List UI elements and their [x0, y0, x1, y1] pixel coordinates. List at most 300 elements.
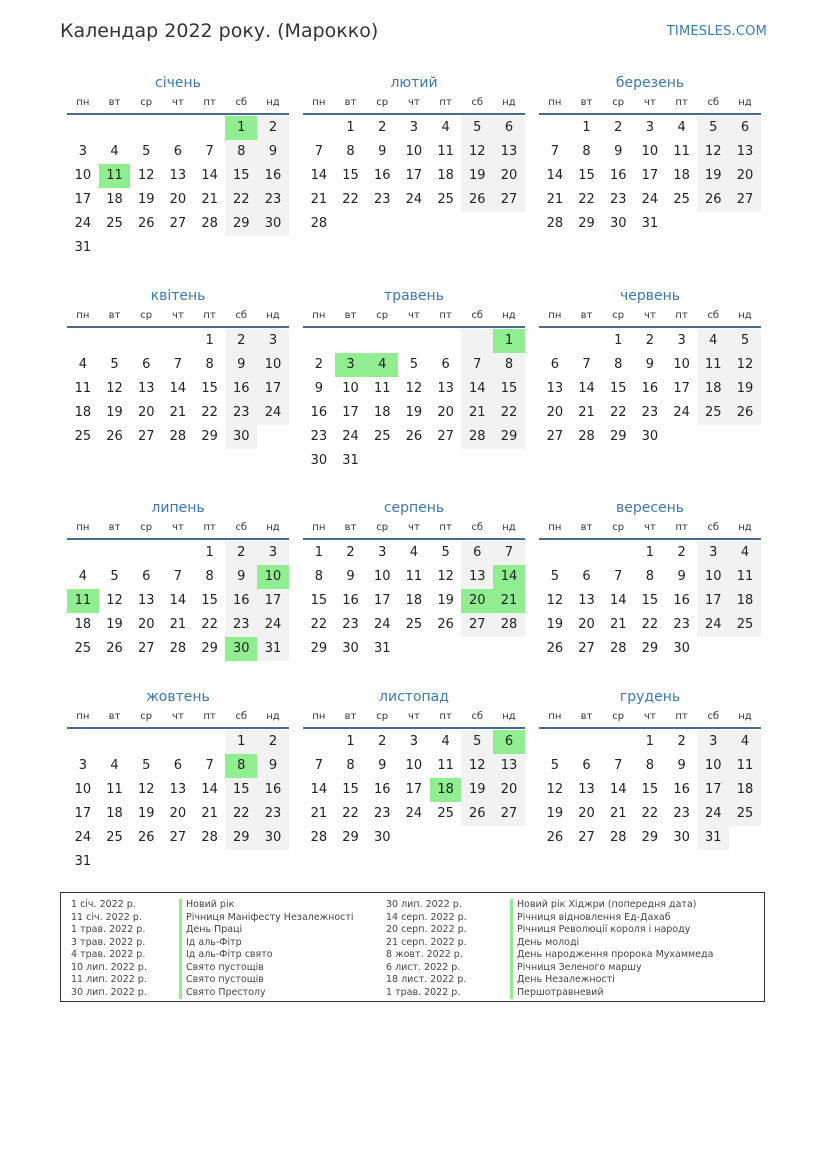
day-cell: 13: [493, 140, 525, 164]
day-cell: 18: [673, 168, 690, 183]
day-cell: 14: [169, 593, 187, 608]
day-cell: 6: [142, 357, 151, 372]
day-cell: 12: [437, 569, 454, 584]
day-cell: 25: [106, 830, 123, 845]
weekday-header: [303, 708, 525, 726]
day-cell: 4: [110, 758, 119, 773]
day-cell: 20: [437, 405, 454, 420]
legend-date: 1 трав. 2022 р.: [71, 924, 146, 935]
day-cell: 20: [546, 405, 564, 420]
day-cell: 29: [641, 641, 659, 656]
legend-holiday-name: День Незалежності: [510, 974, 713, 987]
weekday-label: пн: [76, 97, 90, 108]
day-cell: 13: [729, 140, 761, 164]
day-cell: 23: [257, 802, 289, 826]
empty-cell: [67, 541, 99, 565]
day-cell: 11: [697, 353, 729, 377]
legend-holiday-name: Свято пустощів: [179, 974, 354, 987]
day-cell: 12: [106, 593, 123, 608]
day-grid: [539, 730, 761, 850]
weekday-label: чт: [644, 310, 656, 321]
day-grid: [303, 541, 525, 661]
weekday-label: сб: [707, 522, 720, 533]
day-cell: 9: [225, 565, 257, 589]
month-name: червень: [619, 288, 681, 304]
legend-holiday-name: Ід аль-Фітр: [179, 937, 354, 950]
day-cell: 3: [409, 120, 419, 135]
day-grid: [303, 329, 525, 473]
day-cell: 11: [437, 144, 454, 159]
day-cell: 8: [346, 144, 355, 159]
day-cell: 13: [169, 782, 187, 797]
day-cell: 18: [106, 192, 123, 207]
day-cell: 6: [142, 569, 151, 584]
empty-cell: [130, 116, 162, 140]
weekday-label: пн: [312, 522, 326, 533]
day-cell: 7: [173, 357, 183, 372]
day-cell: 12: [461, 754, 493, 778]
day-cell: 26: [405, 429, 423, 444]
month-divider: [303, 538, 525, 540]
day-cell: 14: [609, 782, 627, 797]
day-cell: 9: [257, 754, 289, 778]
day-cell: 25: [697, 401, 729, 425]
day-cell: 22: [201, 617, 218, 632]
day-cell: 21: [169, 617, 187, 632]
legend-holiday-name: День народження пророка Мухаммеда: [510, 949, 713, 962]
day-cell: 25: [437, 806, 454, 821]
day-cell: 18: [437, 168, 454, 183]
legend-left-names: [179, 899, 354, 999]
day-cell: 7: [173, 569, 183, 584]
day-cell: 22: [609, 405, 627, 420]
day-cell: 21: [461, 401, 493, 425]
day-cell: 3: [697, 541, 729, 565]
day-cell: 20: [578, 617, 595, 632]
day-cell: 9: [645, 357, 655, 372]
weekday-header: [67, 307, 289, 325]
day-cell: 21: [201, 192, 218, 207]
day-cell: 5: [697, 116, 729, 140]
weekday-label: чт: [172, 310, 184, 321]
day-cell: 24: [257, 613, 289, 637]
day-cell: 17: [641, 168, 659, 183]
day-cell: 29: [609, 429, 627, 444]
day-grid: [67, 116, 289, 260]
weekday-label: нд: [266, 711, 280, 722]
day-cell: 3: [378, 545, 387, 560]
day-cell: 2: [378, 734, 387, 749]
empty-cell: [602, 541, 634, 565]
day-cell: 2: [614, 120, 623, 135]
day-cell: 28: [169, 429, 187, 444]
day-grid: [67, 329, 289, 449]
day-cell: 2: [257, 730, 289, 754]
day-cell: 8: [314, 569, 323, 584]
day-cell: 12: [546, 593, 564, 608]
day-cell: 16: [609, 168, 627, 183]
month-name: вересень: [615, 500, 685, 516]
site-link[interactable]: TIMESLES.COM: [666, 24, 767, 39]
day-cell: 30: [641, 429, 659, 444]
holiday-day: 11: [99, 164, 131, 188]
day-cell: 11: [106, 782, 123, 797]
day-cell: 23: [609, 192, 627, 207]
day-cell: 19: [137, 192, 155, 207]
day-cell: 25: [729, 613, 761, 637]
month-block: [303, 285, 525, 473]
day-cell: 9: [257, 140, 289, 164]
empty-cell: [461, 329, 493, 353]
day-cell: 7: [461, 353, 493, 377]
day-cell: 29: [225, 826, 257, 850]
day-cell: 2: [677, 545, 686, 560]
legend-date: 8 жовт. 2022 р.: [386, 949, 463, 960]
day-cell: 31: [74, 854, 92, 869]
day-cell: 29: [310, 641, 328, 656]
day-cell: 1: [645, 734, 655, 749]
weekday-label: сб: [235, 97, 248, 108]
day-cell: 7: [314, 758, 323, 773]
day-cell: 24: [697, 613, 729, 637]
weekday-label: нд: [738, 711, 752, 722]
day-cell: 20: [137, 617, 155, 632]
day-cell: 28: [310, 830, 328, 845]
month-name: травень: [384, 288, 444, 304]
holiday-day: 4: [366, 353, 398, 377]
day-cell: 13: [437, 381, 454, 396]
month-name: грудень: [619, 689, 681, 705]
empty-cell: [99, 730, 131, 754]
weekday-label: сб: [707, 310, 720, 321]
day-cell: 30: [257, 212, 289, 236]
legend-date: 1 трав. 2022 р.: [386, 986, 461, 998]
empty-cell: [398, 329, 430, 353]
empty-cell: [602, 730, 634, 754]
day-cell: 18: [729, 778, 761, 802]
day-cell: 9: [677, 569, 686, 584]
month-name: листопад: [379, 689, 449, 705]
day-cell: 17: [74, 192, 92, 207]
day-cell: 3: [78, 758, 87, 773]
day-cell: 22: [342, 192, 359, 207]
month-block: [67, 72, 289, 260]
day-cell: 18: [697, 377, 729, 401]
day-cell: 6: [173, 144, 183, 159]
day-cell: 10: [405, 758, 423, 773]
day-grid: [303, 116, 525, 236]
weekday-header: [539, 307, 761, 325]
day-cell: 1: [346, 734, 355, 749]
day-cell: 26: [137, 830, 155, 845]
weekday-label: ср: [376, 711, 389, 722]
day-cell: 21: [169, 405, 187, 420]
day-cell: 27: [137, 429, 155, 444]
day-cell: 8: [346, 758, 355, 773]
weekday-header: [67, 519, 289, 537]
weekday-label: пт: [203, 310, 216, 321]
day-cell: 30: [373, 830, 391, 845]
weekday-label: пн: [548, 310, 562, 321]
weekday-label: пн: [76, 310, 90, 321]
day-cell: 19: [461, 778, 493, 802]
weekday-label: чт: [408, 97, 420, 108]
day-cell: 9: [614, 144, 623, 159]
legend-right-names: [510, 899, 713, 999]
day-cell: 31: [257, 637, 289, 661]
day-cell: 28: [493, 613, 525, 637]
day-cell: 22: [225, 802, 257, 826]
day-cell: 17: [673, 381, 690, 396]
day-cell: 26: [137, 216, 155, 231]
day-cell: 20: [493, 164, 525, 188]
empty-cell: [162, 541, 194, 565]
holiday-day: 10: [257, 565, 289, 589]
day-cell: 10: [342, 381, 359, 396]
day-cell: 1: [645, 545, 655, 560]
day-cell: 29: [201, 641, 218, 656]
day-cell: 7: [205, 758, 214, 773]
day-grid: [67, 541, 289, 661]
holiday-day: 1: [493, 329, 525, 353]
weekday-label: пн: [548, 97, 562, 108]
weekday-label: сб: [707, 711, 720, 722]
month-divider: [303, 727, 525, 729]
day-cell: 11: [405, 569, 423, 584]
day-cell: 29: [578, 216, 595, 231]
day-cell: 17: [74, 806, 92, 821]
weekday-label: пт: [675, 310, 688, 321]
weekday-label: чт: [172, 522, 184, 533]
day-cell: 29: [201, 429, 218, 444]
legend-date: 11 лип. 2022 р.: [71, 974, 147, 985]
day-cell: 23: [373, 192, 391, 207]
day-cell: 22: [493, 401, 525, 425]
day-cell: 3: [677, 333, 686, 348]
empty-cell: [130, 329, 162, 353]
day-cell: 31: [373, 641, 391, 656]
day-cell: 16: [257, 778, 289, 802]
day-cell: 11: [729, 565, 761, 589]
day-cell: 19: [437, 593, 454, 608]
weekday-label: нд: [266, 522, 280, 533]
day-cell: 27: [493, 802, 525, 826]
holiday-day: 14: [493, 565, 525, 589]
day-cell: 6: [441, 357, 450, 372]
day-cell: 2: [257, 116, 289, 140]
day-cell: 7: [582, 357, 591, 372]
day-cell: 9: [314, 381, 323, 396]
month-block: [303, 497, 525, 661]
day-cell: 7: [314, 144, 323, 159]
day-cell: 27: [169, 216, 187, 231]
day-cell: 9: [225, 353, 257, 377]
day-cell: 7: [205, 144, 214, 159]
legend-date: 6 лист. 2022 р.: [386, 961, 461, 973]
empty-cell: [303, 329, 335, 353]
month-name: серпень: [383, 500, 445, 516]
empty-cell: [194, 730, 226, 754]
day-cell: 6: [493, 116, 525, 140]
weekday-label: пт: [439, 522, 452, 533]
weekday-label: вт: [108, 310, 121, 321]
day-cell: 12: [546, 782, 564, 797]
legend-date: 10 лип. 2022 р.: [71, 961, 147, 973]
day-cell: 6: [582, 758, 591, 773]
day-cell: 18: [106, 806, 123, 821]
month-name: лютий: [390, 75, 438, 91]
day-cell: 8: [614, 357, 623, 372]
weekday-label: пт: [439, 711, 452, 722]
holiday-day: 20: [461, 589, 493, 613]
day-cell: 27: [578, 641, 595, 656]
day-cell: 25: [106, 216, 123, 231]
weekday-label: вт: [344, 522, 357, 533]
legend-holiday-name: Річниця Революції короля і народу: [510, 924, 713, 937]
day-cell: 16: [257, 164, 289, 188]
day-cell: 4: [441, 120, 450, 135]
empty-cell: [162, 730, 194, 754]
empty-cell: [539, 541, 571, 565]
day-cell: 13: [169, 168, 187, 183]
day-cell: 5: [409, 357, 419, 372]
weekday-label: вт: [344, 310, 357, 321]
day-grid: [539, 116, 761, 236]
day-cell: 25: [373, 429, 391, 444]
weekday-label: ср: [140, 711, 153, 722]
day-cell: 10: [673, 357, 690, 372]
day-cell: 5: [142, 144, 151, 159]
day-cell: 14: [609, 593, 627, 608]
month-divider: [67, 727, 289, 729]
weekday-label: нд: [738, 97, 752, 108]
weekday-label: вт: [580, 310, 593, 321]
month-divider: [539, 113, 761, 115]
day-cell: 26: [106, 429, 123, 444]
day-cell: 1: [205, 333, 214, 348]
day-cell: 22: [641, 806, 659, 821]
day-cell: 15: [641, 782, 659, 797]
weekday-label: ср: [376, 522, 389, 533]
month-divider: [303, 326, 525, 328]
day-cell: 27: [461, 613, 493, 637]
empty-cell: [571, 541, 603, 565]
day-cell: 12: [137, 782, 155, 797]
empty-cell: [539, 329, 571, 353]
day-cell: 27: [546, 429, 564, 444]
day-cell: 28: [546, 216, 564, 231]
holiday-day: 8: [225, 754, 257, 778]
day-cell: 15: [201, 593, 218, 608]
day-cell: 16: [673, 593, 690, 608]
month-name: жовтень: [146, 689, 210, 705]
day-cell: 15: [342, 168, 359, 183]
day-cell: 19: [106, 405, 123, 420]
day-cell: 24: [405, 806, 423, 821]
day-cell: 11: [729, 754, 761, 778]
day-cell: 23: [673, 617, 690, 632]
holiday-day: 11: [67, 589, 99, 613]
weekday-label: нд: [266, 97, 280, 108]
day-cell: 14: [546, 168, 564, 183]
day-cell: 1: [314, 545, 323, 560]
empty-cell: [162, 116, 194, 140]
day-cell: 14: [310, 782, 328, 797]
day-cell: 4: [697, 329, 729, 353]
month-block: [539, 497, 761, 661]
month-block: [67, 686, 289, 874]
weekday-label: сб: [471, 310, 484, 321]
weekday-label: ср: [612, 310, 625, 321]
day-cell: 28: [310, 216, 328, 231]
empty-cell: [99, 541, 131, 565]
legend-holiday-name: День Праці: [179, 924, 354, 937]
weekday-label: чт: [172, 711, 184, 722]
month-block: [67, 497, 289, 661]
day-cell: 16: [641, 381, 659, 396]
day-cell: 10: [697, 565, 729, 589]
weekday-label: пт: [203, 522, 216, 533]
day-cell: 26: [461, 802, 493, 826]
day-cell: 18: [729, 589, 761, 613]
day-cell: 28: [169, 641, 187, 656]
day-cell: 5: [110, 569, 119, 584]
day-cell: 19: [106, 617, 123, 632]
day-cell: 6: [461, 541, 493, 565]
day-cell: 13: [578, 782, 595, 797]
day-cell: 1: [614, 333, 623, 348]
weekday-label: вт: [344, 97, 357, 108]
day-grid: [539, 541, 761, 661]
weekday-label: чт: [408, 310, 420, 321]
month-name: квітень: [150, 288, 206, 304]
month-name: січень: [155, 75, 201, 91]
day-cell: 8: [205, 357, 214, 372]
day-cell: 20: [578, 806, 595, 821]
month-divider: [539, 538, 761, 540]
weekday-label: нд: [738, 310, 752, 321]
day-cell: 19: [405, 405, 423, 420]
month-name: березень: [615, 75, 685, 91]
day-cell: 22: [310, 617, 328, 632]
day-cell: 8: [493, 353, 525, 377]
day-cell: 23: [373, 806, 391, 821]
day-cell: 13: [493, 754, 525, 778]
legend-holiday-name: Першотравневий: [510, 987, 713, 1000]
day-cell: 30: [342, 641, 359, 656]
weekday-label: пн: [548, 711, 562, 722]
day-cell: 22: [578, 192, 595, 207]
holiday-legend: [60, 892, 765, 1002]
empty-cell: [99, 329, 131, 353]
weekday-label: чт: [644, 522, 656, 533]
day-cell: 25: [74, 429, 92, 444]
weekday-label: вт: [580, 711, 593, 722]
weekday-label: нд: [502, 711, 516, 722]
day-cell: 26: [546, 830, 564, 845]
day-cell: 13: [461, 565, 493, 589]
day-cell: 21: [546, 192, 564, 207]
day-cell: 24: [257, 401, 289, 425]
day-cell: 4: [78, 357, 87, 372]
day-cell: 23: [310, 429, 328, 444]
day-cell: 18: [74, 405, 92, 420]
day-cell: 17: [405, 168, 423, 183]
legend-date: 30 лип. 2022 р.: [386, 899, 462, 910]
day-cell: 17: [405, 782, 423, 797]
day-cell: 16: [310, 405, 328, 420]
empty-cell: [67, 730, 99, 754]
